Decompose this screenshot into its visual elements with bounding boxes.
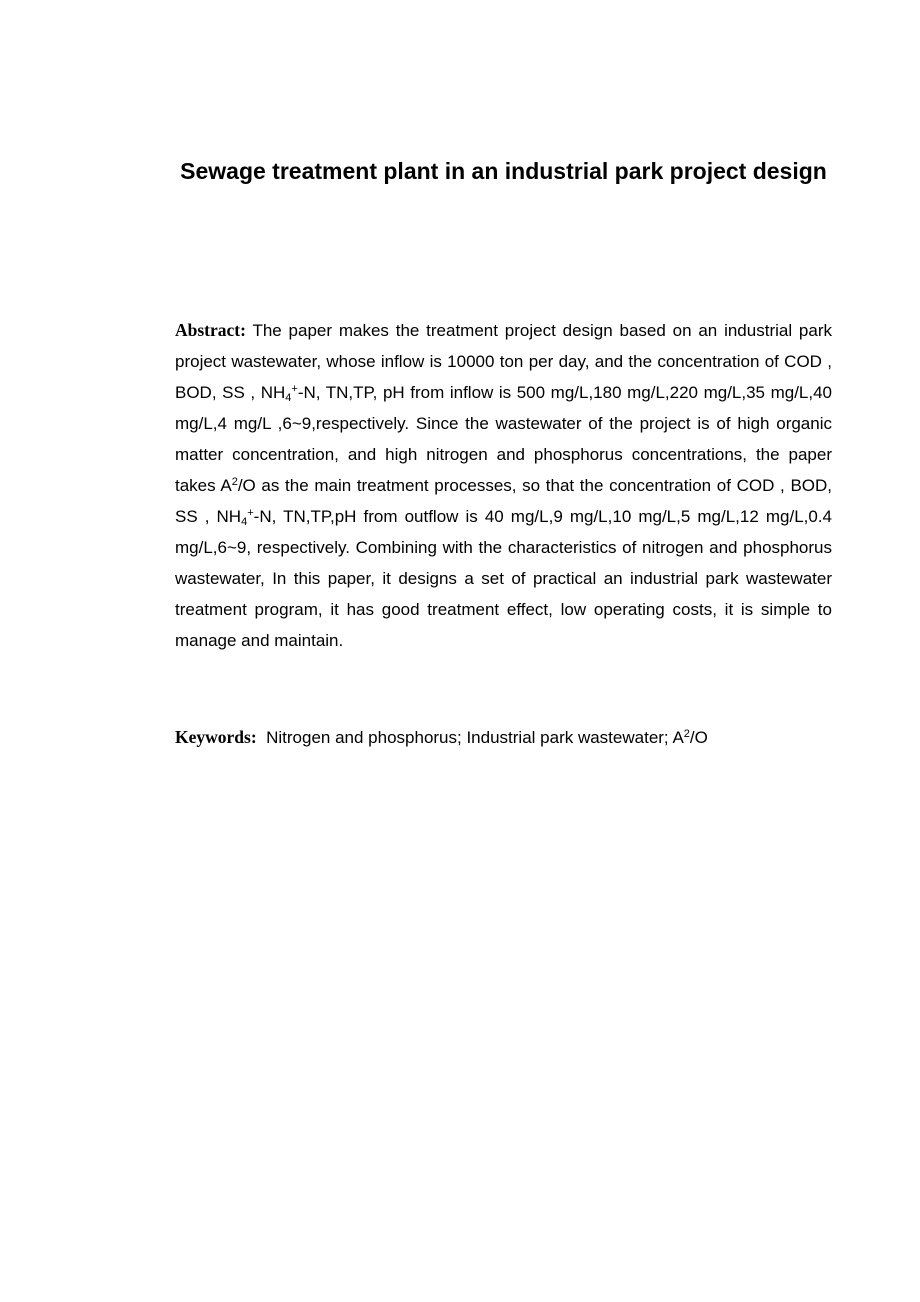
subscript-4: 4	[285, 392, 292, 404]
keywords-label: Keywords:	[175, 727, 257, 747]
keywords-text: /O	[689, 728, 708, 747]
superscript-2: 2	[683, 728, 690, 740]
superscript-plus: +	[291, 383, 298, 395]
subscript-4: 4	[241, 516, 248, 528]
keywords-text: Nitrogen and phosphorus; Industrial park wastewater; A	[256, 728, 684, 747]
keywords-line	[175, 722, 832, 753]
abstract-paragraph	[175, 315, 832, 656]
abstract-text: -N, TN,TP,pH from outflow is 40 mg/L,9 mg/L,10 mg/L,5 mg/L,12 mg/L,0.4 mg/L,6~9, respectively. Combining with the characteristics of nitrogen and phosphorus wastewater, In this paper, it designs a set of practical an industrial park wastewater treatment program, it has good treatment effect, low operating costs, it is simple to manage and maintain.	[175, 507, 833, 650]
superscript-plus: +	[247, 507, 254, 519]
abstract-text: -N, TN,TP, pH from inflow is 500 mg/L,180 mg/L,220 mg/L,35 mg/L,40 mg/L,4 mg/L ,6~9,respectively. Since the wastewater of the project is of high organic matter concentration, and high nitrogen and phosphorus concentrations, the paper takes A	[175, 383, 833, 495]
paper-title: Sewage treatment plant in an industrial park project design	[180, 158, 827, 184]
abstract-label: Abstract:	[175, 320, 246, 340]
abstract-text: The paper makes the treatment project design based on an industrial park project wastewater, whose inflow is 10000 ton per day, and the concentration of COD , BOD, SS , NH	[175, 321, 832, 402]
superscript-2: 2	[231, 476, 238, 488]
abstract-text: /O as the main treatment processes, so that the concentration of COD , BOD, SS , NH	[175, 476, 833, 526]
